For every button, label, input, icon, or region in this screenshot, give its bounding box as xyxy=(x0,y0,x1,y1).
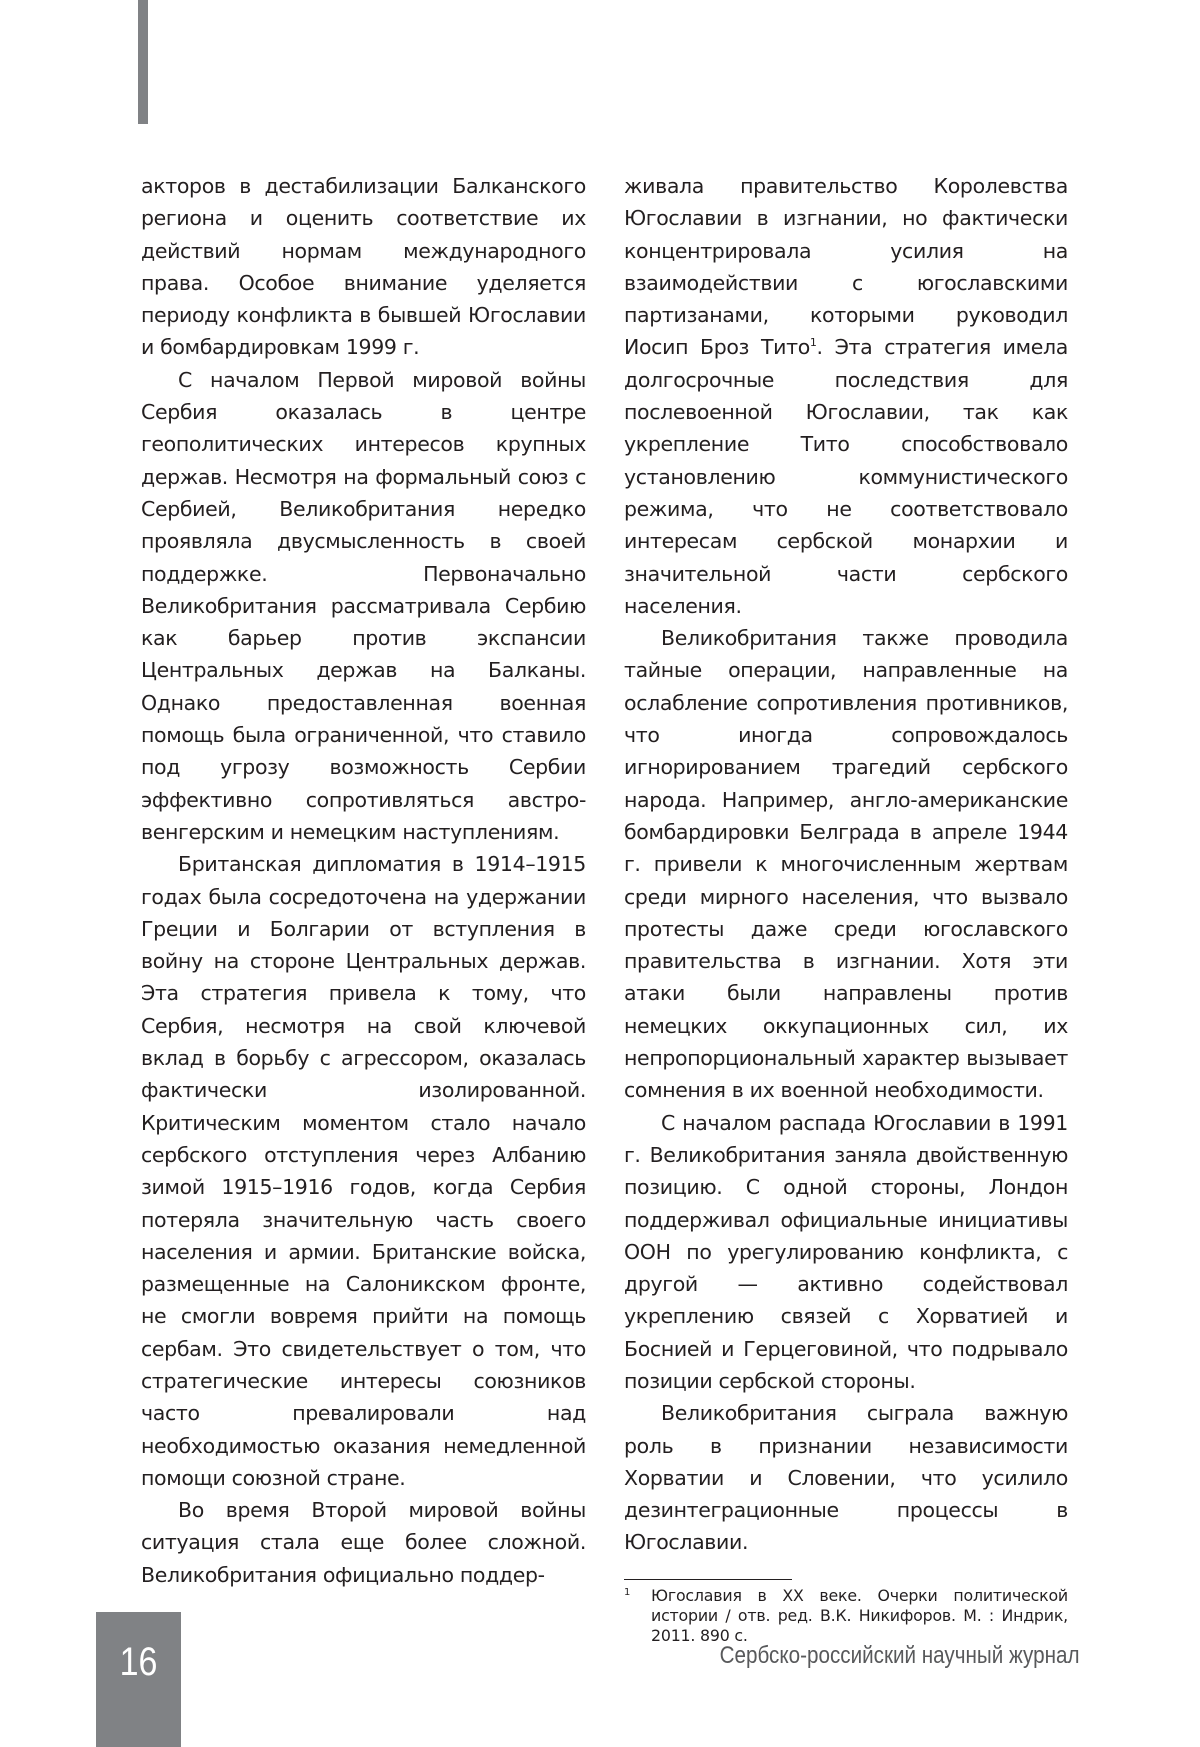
paragraph: Во время Второй мировой войны ситуация стала еще более сложной. Великобритания официально поддер- xyxy=(141,1498,586,1587)
paragraph xyxy=(624,170,1068,622)
page-number: 16 xyxy=(119,1640,158,1684)
paragraph: С началом распада Югославии в 1991 г. Великобритания заняла двойственную позицию. С одной стороны, Лондон поддерживал официальные инициативы ООН по урегулированию конфликта, с другой — активно содействовал укреплению связей с Хорватией и Боснией и Герцеговиной, что подрывало позиции сербской стороны. xyxy=(624,1110,1068,1393)
paragraph: акторов в дестабилизации Балканского региона и оценить соответствие их действий нормам международного права. Особое внимание уделяется периоду конфликта в бывшей Югославии и бомбардировкам 1999 г. xyxy=(141,174,586,360)
footnote-divider xyxy=(624,1579,792,1580)
paragraph: Британская дипломатия в 1914–1915 годах была сосредоточена на удержании Греции и Болгарии от вступления в войну на стороне Центральных держав. Эта стратегия привела к тому, что Сербия, несмотря на свой ключевой вклад в борьбу с агрессором, оказалась фактически изолированной. Критическим моментом стало начало сербского отступления через Албанию зимой 1915–1916 годов, когда Сербия потеряла значительную часть своего населения и армии. Британские войска, размещенные на Салоникском фронте, не смогли вовремя прийти на помощь сербам. Это свидетельствует о том, что стратегические интересы союзников часто превалировали над необходимостью оказания немедленной помощи союзной стране. xyxy=(141,852,586,1490)
footnote-reference[interactable]: 1 xyxy=(809,336,817,350)
left-column xyxy=(141,170,586,1591)
footnote xyxy=(624,1586,1068,1646)
decorative-top-bar xyxy=(138,0,148,124)
paragraph-text: живала правительство Королевства Югославии в изгнании, но фактически концентрировала усилия на взаимодействии с югославскими партизанами, которыми руководил Иосип Броз Тито xyxy=(624,174,1068,360)
footnote-text: Югославия в XX веке. Очерки политической истории / отв. ред. В.К. Никифоров. М. : Индрик, 2011. 890 с. xyxy=(651,1585,1068,1645)
right-column xyxy=(624,170,1068,1646)
footnote-number: 1 xyxy=(624,1586,631,1598)
paragraph: С началом Первой мировой войны Сербия оказалась в центре геополитических интересов крупных держав. Несмотря на формальный союз с Сербией, Великобритания нередко проявляла двусмысленность в своей поддержке. Первоначально Великобритания рассматривала Сербию как барьер против экспансии Центральных держав на Балканы. Однако предоставленная военная помощь была ограниченной, что ставило под угрозу возможность Сербии эффективно сопротивляться австро-венгерским и немецким наступлениям. xyxy=(141,367,586,844)
paragraph: Великобритания также проводила тайные операции, направленные на ослабление сопротивления противников, что иногда сопровождалось игнорированием трагедий сербского народа. Например, англо-американские бомбардировки Белграда в апреле 1944 г. привели к многочисленным жертвам среди мирного населения, что вызвало протесты даже среди югославского правительства в изгнании. Хотя эти атаки были направлены против немецких оккупационных сил, их непропорциональный характер вызывает сомнения в их военной необходимости. xyxy=(624,626,1068,1103)
running-footer-journal-title: Сербско-российский научный журнал xyxy=(720,1642,1080,1669)
page-number-box xyxy=(96,1612,181,1747)
paragraph-text: . Эта стратегия имела долгосрочные последствия для послевоенной Югославии, так как укрепление Тито способствовало установлению коммунистического режима, что не соответствовало интересам сербской монархии и значительной части сербского населения. xyxy=(624,335,1068,618)
paragraph: Великобритания сыграла важную роль в признании независимости Хорватии и Словении, что усилило дезинтеграционные процессы в Югославии. xyxy=(624,1401,1068,1555)
